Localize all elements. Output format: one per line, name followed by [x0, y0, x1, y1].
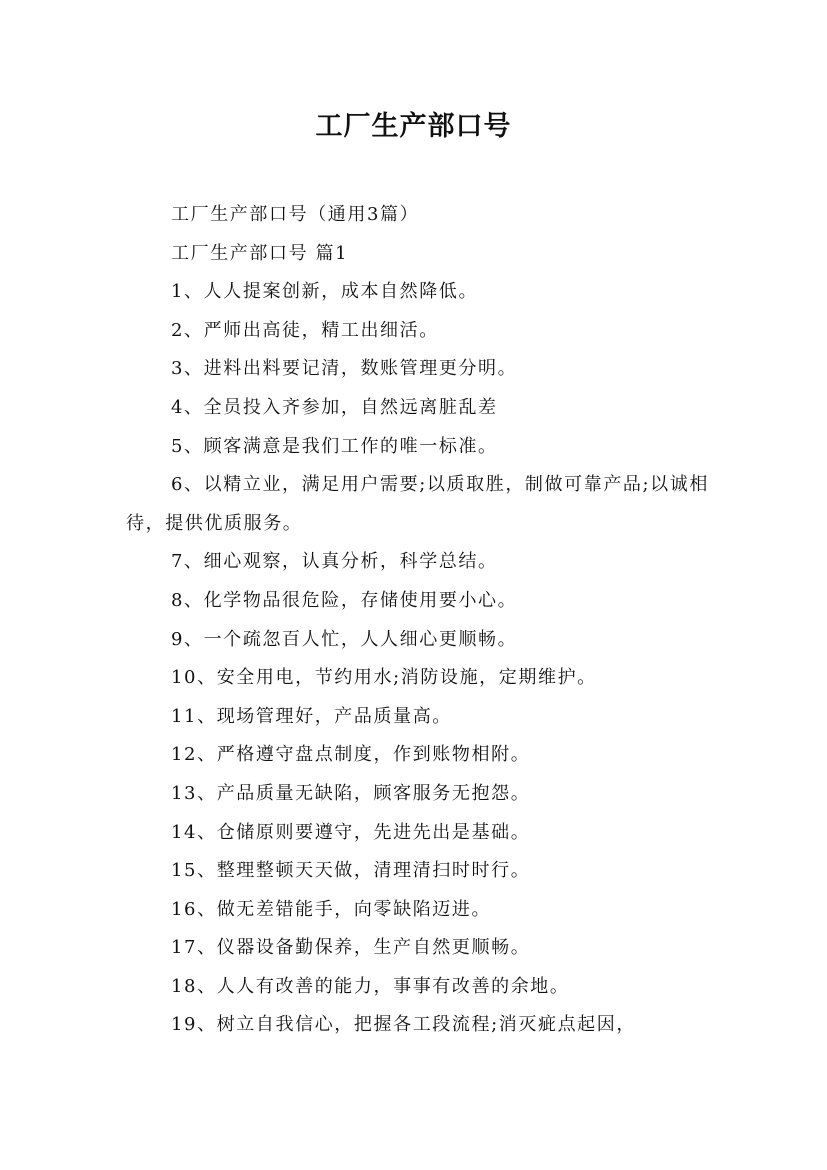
- document-body: [126, 196, 716, 1045]
- subtitle: 工厂生产部口号（通用3篇）: [171, 204, 420, 225]
- slogan-item-4: 4、全员投入齐参加，自然远离脏乱差: [171, 396, 498, 418]
- slogan-item-6: 6、以精立业，满足用户需要;以质取胜，制做可靠产品;以诚相待，提供优质服务。: [126, 474, 709, 534]
- slogan-item-13: 13、产品质量无缺陷，顾客服务无抱怨。: [171, 782, 531, 804]
- slogan-item-10: 10、安全用电，节约用水;消防设施，定期维护。: [171, 667, 597, 689]
- slogan-item-15: 15、整理整顿天天做，清理清扫时时行。: [171, 860, 531, 882]
- slogan-item-11: 11、现场管理好，产品质量高。: [171, 705, 452, 727]
- slogan-item-19: 19、树立自我信心，把握各工段流程;消灭疵点起因，: [171, 1014, 636, 1036]
- slogan-item-8: 8、化学物品很危险，存储使用要小心。: [171, 589, 518, 611]
- slogan-item-2: 2、严师出高徒，精工出细活。: [171, 319, 439, 341]
- slogan-item-5: 5、顾客满意是我们工作的唯一标准。: [171, 435, 498, 457]
- document-title: 工厂生产部口号: [315, 111, 512, 142]
- slogan-item-17: 17、仪器设备勤保养，生产自然更顺畅。: [171, 937, 531, 959]
- slogan-item-14: 14、仓储原则要遵守，先进先出是基础。: [171, 821, 531, 843]
- slogan-item-9: 9、一个疏忽百人忙，人人细心更顺畅。: [171, 628, 518, 650]
- slogan-item-7: 7、细心观察，认真分析，科学总结。: [171, 551, 498, 573]
- slogan-item-18: 18、人人有改善的能力，事事有改善的余地。: [171, 975, 570, 997]
- slogan-item-3: 3、进料出料要记清，数账管理更分明。: [171, 358, 518, 380]
- slogan-item-12: 12、严格遵守盘点制度，作到账物相附。: [171, 744, 531, 766]
- section-heading: 工厂生产部口号 篇1: [171, 242, 349, 264]
- slogan-item-1: 1、人人提案创新，成本自然降低。: [171, 281, 479, 303]
- slogan-item-16: 16、做无差错能手，向零缺陷迈进。: [171, 898, 492, 920]
